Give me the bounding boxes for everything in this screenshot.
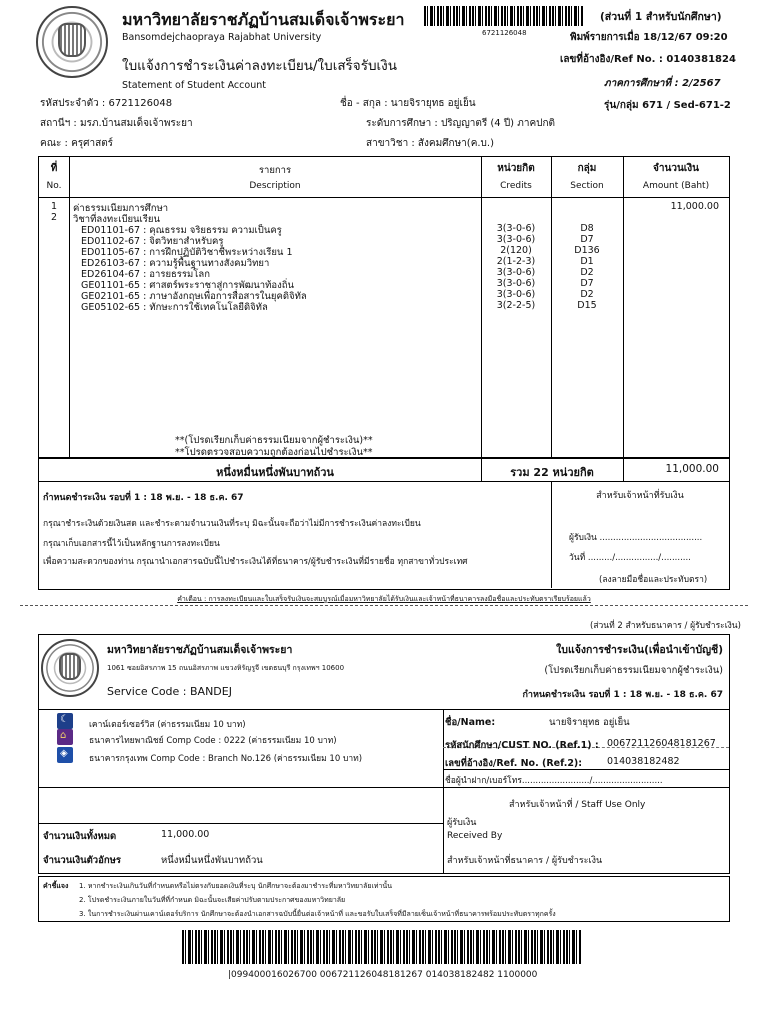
university-name-en: Bansomdejchaopraya Rajabhat University (122, 32, 322, 43)
col-desc-en: Description (249, 181, 301, 191)
course-desc: ED01101-67 : คุณธรรม จริยธรรม ความเป็นครู (81, 225, 282, 236)
col-no-th: ที่ (50, 163, 58, 174)
received-by-th: ผู้รับเงิน (447, 818, 477, 828)
header-barcode (424, 6, 584, 26)
course-credits: 3(2-2-5) (496, 300, 536, 311)
total-credits: รวม 22 หน่วยกิต (510, 466, 594, 479)
service-code: Service Code : BANDEJ (107, 685, 232, 698)
part-label: (ส่วนที่ 1 สำหรับนักศึกษา) (600, 11, 722, 23)
col-credits-en: Credits (500, 181, 532, 191)
course-row (39, 289, 729, 300)
ref2-value: 014038182482 (607, 756, 680, 767)
course-section: D7 (580, 234, 594, 245)
university-seal (36, 6, 108, 78)
payment-info-box (38, 482, 730, 590)
total-words: หนึ่งหมื่นหนึ่งพันบาทถ้วน (216, 466, 334, 479)
printed-date: พิมพ์รายการเมื่อ 18/12/67 09:20 (570, 32, 728, 43)
semester: ภาคการศึกษาที่ : 2/2567 (604, 78, 721, 89)
payment-barcode-text: |099400016026700 006721126048181267 014038182482 1100000 (228, 970, 538, 980)
bank-staff-label: สำหรับเจ้าหน้าที่ธนาคาร / ผู้รับชำระเงิน (447, 856, 603, 866)
notes-item-3: 3. ในการชำระเงินผ่านเคาน์เตอร์บริการ นักศึกษาจะต้องนำเอกสารฉบับนี้ยื่นต่อเจ้าหน้าที่ และขอรับใบเสร็จที่มีลายเซ็นเจ้าหน้าที่ธนาคารพร้อมประทับตราทุกครั้ง (79, 910, 556, 918)
course-section: D136 (574, 245, 600, 256)
channel-scb: ธนาคารไทยพาณิชย์ Comp Code : 0222 (ค่าธรรมเนียม 10 บาท) (89, 736, 337, 746)
payment-note-3: เพื่อความสะดวกของท่าน กรุณานำเอกสารฉบับนี้ไปชำระเงินได้ที่ธนาคาร/ผู้รับชำระเงินที่มีรายชื่อ ทุกสาขาทั่วประเทศ (43, 557, 468, 567)
course-desc: ED26103-67 : ความรู้พื้นฐานทางสังคมวิทยา (81, 258, 270, 269)
student-name: ชื่อ - สกุล : นายจิรายุทธ อยู่เย็น (340, 98, 476, 109)
course-credits: 3(3-0-6) (496, 223, 536, 234)
course-desc: ED01105-67 : การฝึกปฏิบัติวิชาชีพระหว่างเรียน 1 (81, 247, 293, 258)
bank-slip (38, 634, 730, 874)
cust-no-value: 006721126048181267 (607, 738, 716, 749)
course-credits: 2(1-2-3) (496, 256, 536, 267)
course-section: D15 (577, 300, 597, 311)
cashier-title: สำหรับเจ้าหน้าที่รับเงิน (596, 491, 684, 501)
total-amount-value: 11,000.00 (161, 829, 210, 840)
payer-name-label: ชื่อ/Name: (445, 717, 496, 728)
slip-address: 1061 ซอยอิสรภาพ 15 ถนนอิสรภาพ แขวงหิรัญรูจี เขตธนบุรี กรุงเทพฯ 10600 (107, 664, 345, 672)
doc-title-en: Statement of Student Account (122, 80, 266, 91)
faculty: คณะ : ครุศาสตร์ (40, 138, 114, 149)
course-row (39, 223, 729, 234)
payment-deadline: กำหนดชำระเงิน รอบที่ 1 : 18 พ.ย. - 18 ธ.ค. 67 (43, 493, 244, 503)
notes-item-1: 1. หากชำระเงินเกินวันที่กำหนดหรือไม่ตรงกับยอดเงินที่ระบุ นักศึกษาจะต้องมาชำระที่มหาวิทยาลัยเท่านั้น (79, 882, 392, 890)
course-row (39, 300, 729, 311)
note-collect-fee: **(โปรดเรียกเก็บค่าธรรมเนียมจากผู้ชำระเงิน)** (175, 435, 373, 446)
course-desc: ED01102-67 : จิตวิทยาสำหรับครู (81, 236, 224, 247)
course-desc: GE02101-65 : ภาษาอังกฤษเพื่อการสื่อสารในยุคดิจิทัล (81, 291, 307, 302)
fee-row-no: 1 (50, 201, 58, 212)
course-row (39, 267, 729, 278)
cut-line (20, 605, 748, 606)
course-credits: 2(120) (500, 245, 532, 256)
major: สาขาวิชา : สังคมศึกษา(ค.บ.) (366, 138, 494, 149)
course-section: D8 (580, 223, 594, 234)
amount-words-value: หนึ่งหมื่นหนึ่งพันบาทถ้วน (161, 855, 263, 866)
col-section-en: Section (570, 181, 604, 191)
part2-label: (ส่วนที่ 2 สำหรับธนาคาร / ผู้รับชำระเงิน) (590, 621, 741, 631)
course-desc: ED26104-67 : อารยธรรมโลก (81, 269, 210, 280)
course-credits: 3(3-0-6) (496, 267, 536, 278)
bangkok-bank-icon: ◈ (57, 747, 73, 763)
cashier-receiver: ผู้รับเงิน ...................................... (569, 533, 703, 543)
payment-barcode (182, 930, 582, 964)
staff-use-label: สำหรับเจ้าหน้าที่ / Staff Use Only (509, 800, 646, 810)
items-table (38, 156, 730, 482)
amount-words-label: จำนวนเงินตัวอักษร (43, 855, 121, 866)
slip-title: ใบแจ้งการชำระเงิน(เพื่อนำเข้าบัญชี) (556, 644, 723, 656)
col-credits-th: หน่วยกิต (497, 163, 535, 174)
payer-name-value: นายจิรายุทธ อยู่เย็น (549, 717, 630, 728)
payment-note-1: กรุณาชำระเงินด้วยเงินสด และชำระตามจำนวนเงินที่ระบุ มิฉะนั้นจะถือว่าไม่มีการชำระเงินค่าลงทะเบียน (43, 519, 421, 529)
col-amount-en: Amount (Baht) (642, 181, 710, 191)
warning-text: คำเตือน : การลงทะเบียนและใบเสร็จรับเงินจะสมบูรณ์เมื่อมหาวิทยาลัยได้รับเงินและเจ้าหน้าที่ธนาคารลงมือชื่อและประทับตราเรียบร้อยแล้ว (177, 595, 591, 603)
notes-title: คำชี้แจง (43, 882, 69, 890)
channel-counter-service: เคาน์เตอร์เซอร์วิส (ค่าธรรมเนียม 10 บาท) (89, 720, 246, 730)
course-credits: 3(3-0-6) (496, 278, 536, 289)
course-credits: 3(3-0-6) (496, 289, 536, 300)
ref-number: เลขที่อ้างอิง/Ref No. : 0140381824 (560, 54, 736, 65)
barcode-number: 6721126048 (482, 29, 527, 37)
course-row (39, 256, 729, 267)
course-section: D1 (580, 256, 594, 267)
course-desc: GE01101-65 : ศาสตร์พระราชาสู่การพัฒนาท้องถิ่น (81, 280, 294, 291)
received-by-en: Received By (447, 831, 503, 841)
doc-title-th: ใบแจ้งการชำระเงินค่าลงทะเบียน/ใบเสร็จรับเงิน (122, 58, 397, 74)
course-credits: 3(3-0-6) (496, 234, 536, 245)
slip-deadline: กำหนดชำระเงิน รอบที่ 1 : 18 พ.ย. - 18 ธ.ค. 67 (522, 690, 723, 700)
depositor-field[interactable]: ชื่อผู้นำฝาก/เบอร์โทร........................./.......................... (445, 776, 663, 786)
col-amount-th: จำนวนเงิน (653, 163, 699, 174)
col-desc-th: รายการ (258, 165, 292, 176)
notes-item-2: 2. โปรดชำระเงินภายในวันที่ที่กำหนด มิฉะนั้นจะเสียค่าปรับตามประกาศของมหาวิทยาลัย (79, 896, 346, 904)
fee-row-amount: 11,000.00 (670, 201, 719, 212)
total-amount: 11,000.00 (665, 463, 719, 475)
payment-note-2: กรุณาเก็บเอกสารนี้ไว้เป็นหลักฐานการลงทะเบียน (43, 539, 220, 549)
slip-university-name: มหาวิทยาลัยราชภัฏบ้านสมเด็จเจ้าพระยา (107, 644, 293, 656)
university-name-th: มหาวิทยาลัยราชภัฏบ้านสมเด็จเจ้าพระยา (122, 10, 405, 29)
course-row-no: 2 (50, 212, 58, 223)
ref2-label: เลขที่อ้างอิง/Ref. No. (Ref.2): (445, 758, 583, 769)
course-section: D7 (580, 278, 594, 289)
col-no-en: No. (46, 181, 62, 191)
slip-subtitle: (โปรดเรียกเก็บค่าธรรมเนียมจากผู้ชำระเงิน) (544, 665, 723, 676)
course-row (39, 278, 729, 289)
slip-university-seal (41, 639, 99, 697)
student-id: รหัสประจำตัว : 6721126048 (40, 98, 173, 109)
course-desc: GE05102-65 : ทักษะการใช้เทคโนโลยีดิจิทัล (81, 302, 268, 313)
course-heading: วิชาที่ลงทะเบียนเรียน (73, 214, 160, 225)
notes-box (38, 876, 730, 922)
cashier-sign-note: (ลงลายมือชื่อและประทับตรา) (599, 575, 708, 585)
total-amount-label: จำนวนเงินทั้งหมด (43, 831, 117, 842)
campus: สถานีฯ : มรภ.บ้านสมเด็จเจ้าพระยา (40, 118, 193, 129)
course-section: D2 (580, 267, 594, 278)
course-row (39, 245, 729, 256)
course-list (39, 223, 729, 311)
cust-no-label: รหัสนักศึกษา/CUST NO. (Ref.1) : (445, 740, 599, 751)
col-section-th: กลุ่ม (577, 163, 597, 174)
counter-service-icon: ☾ (57, 713, 73, 729)
note-verify: **โปรดตรวจสอบความถูกต้องก่อนไปชำระเงิน** (175, 447, 373, 458)
scb-bank-icon: ⌂ (57, 729, 73, 745)
education-level: ระดับการศึกษา : ปริญญาตรี (4 ปี) ภาคปกติ (366, 118, 556, 129)
course-section: D2 (580, 289, 594, 300)
channel-bangkok-bank: ธนาคารกรุงเทพ Comp Code : Branch No.126 (ค่าธรรมเนียม 10 บาท) (89, 754, 363, 764)
cashier-date: วันที่ ........./................/........... (569, 553, 691, 563)
course-row (39, 234, 729, 245)
group: รุ่น/กลุ่ม 671 / Sed-671-2 (604, 100, 731, 111)
fee-row-desc: ค่าธรรมเนียมการศึกษา (73, 203, 169, 214)
